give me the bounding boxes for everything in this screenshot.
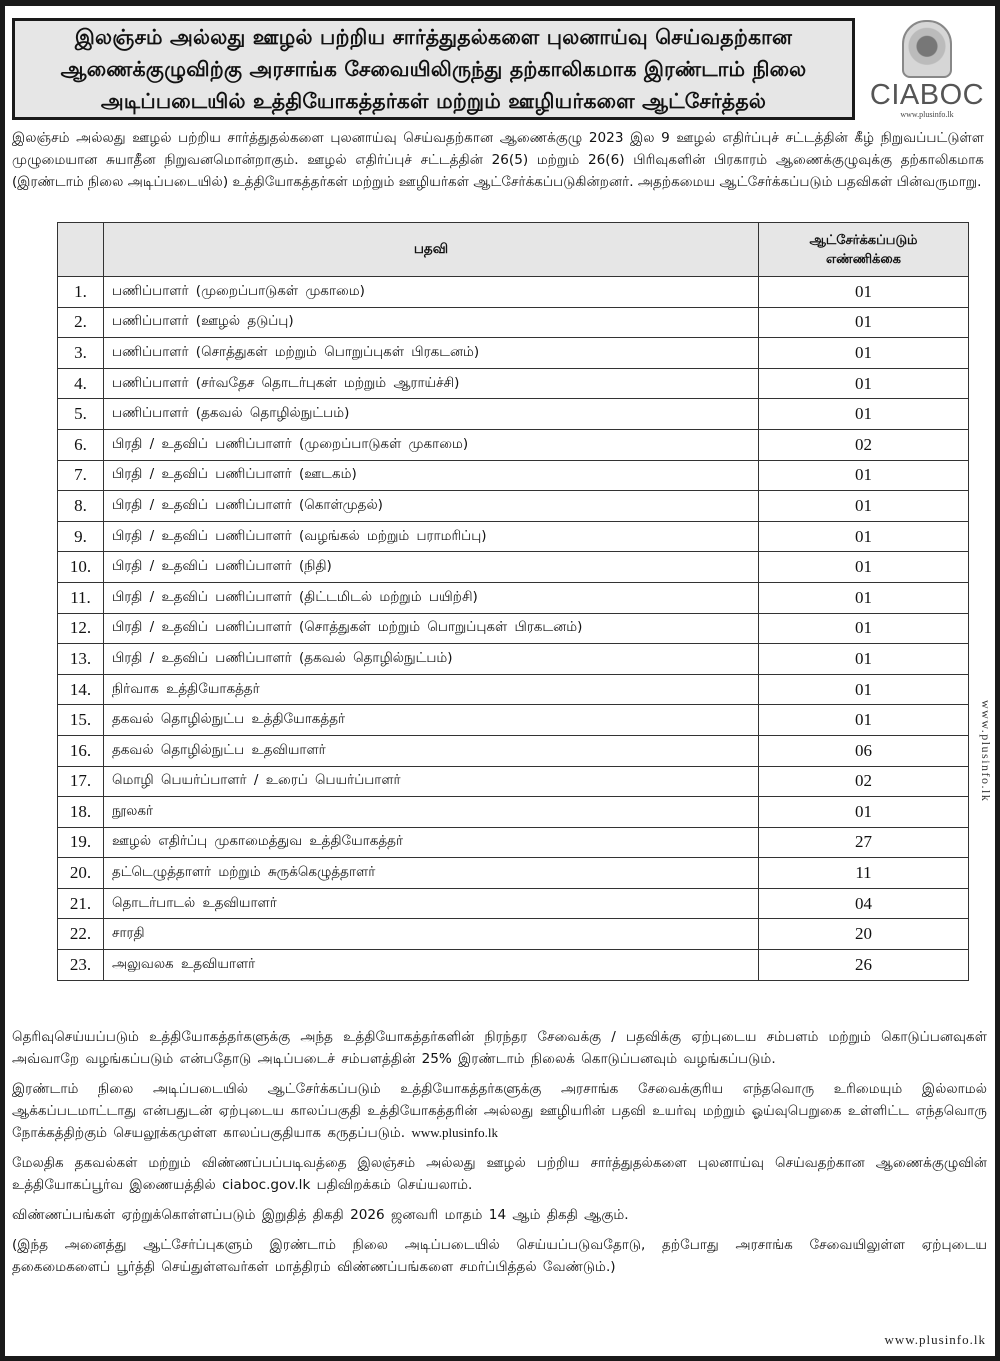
row-count: 11 (759, 858, 969, 889)
row-post: நிர்வாக உத்தியோகத்தர் (104, 674, 759, 705)
table-row (58, 491, 969, 522)
table-row (58, 797, 969, 828)
table-body (58, 277, 969, 981)
row-number: 11. (58, 582, 104, 613)
row-number: 20. (58, 858, 104, 889)
notice-title-line-2: ஆணைக்குழுவிற்கு அரசாங்க சேவையிலிருந்து தற்காலிகமாக இரண்டாம் நிலை (60, 57, 807, 81)
row-number: 22. (58, 919, 104, 950)
table-row (58, 766, 969, 797)
table-row (58, 827, 969, 858)
row-count: 01 (759, 368, 969, 399)
table-row (58, 919, 969, 950)
row-post: பிரதி / உதவிப் பணிப்பாளர் (கொள்முதல்) (104, 491, 759, 522)
row-count: 01 (759, 277, 969, 308)
row-count: 01 (759, 307, 969, 338)
row-number: 2. (58, 307, 104, 338)
table-row (58, 368, 969, 399)
row-count: 01 (759, 797, 969, 828)
table-row (58, 307, 969, 338)
row-post: பிரதி / உதவிப் பணிப்பாளர் (வழங்கல் மற்றும் பராமரிப்பு) (104, 521, 759, 552)
row-number: 9. (58, 521, 104, 552)
row-number: 15. (58, 705, 104, 736)
row-count: 26 (759, 950, 969, 981)
rights-paragraph (12, 1078, 987, 1144)
row-post: பிரதி / உதவிப் பணிப்பாளர் (முறைப்பாடுகள் முகாமை) (104, 429, 759, 460)
header-count-line-2: எண்ணிக்கை (826, 251, 901, 267)
table-row (58, 644, 969, 675)
intro-section (12, 127, 984, 193)
row-number: 4. (58, 368, 104, 399)
notice-title-line-3: அடிப்படையில் உத்தியோகத்தர்கள் மற்றும் ஊழியர்களை ஆட்சேர்த்தல் (100, 89, 767, 113)
rights-paragraph-text: இரண்டாம் நிலை அடிப்படையில் ஆட்சேர்க்கப்படும் உத்தியோகத்தர்களுக்கு அரசாங்க சேவைக்குரிய எந்தவொரு உரிமையும் இல்லாமல் ஆக்கப்படமாட்டாது என்பதுடன் ஏற்புடைய காலப்பகுதி உத்தியோகத்தரின் அல்லது ஊழியரின் பதவி உயர்வு மற்றும் ஓய்வுபெறுகை உள்ளிட்ட எந்தவொரு நோக்கத்திற்கும் செயலூக்கமுள்ள காலப்பகுதியாக கருதப்படும். (12, 1081, 987, 1141)
row-post: பிரதி / உதவிப் பணிப்பாளர் (திட்டமிடல் மற்றும் பயிற்சி) (104, 582, 759, 613)
row-number: 1. (58, 277, 104, 308)
row-post: பிரதி / உதவிப் பணிப்பாளர் (சொத்துகள் மற்றும் பொறுப்புகள் பிரகடனம்) (104, 613, 759, 644)
row-post: தொடர்பாடல் உதவியாளர் (104, 888, 759, 919)
row-count: 02 (759, 766, 969, 797)
positions-table (57, 222, 969, 981)
row-post: பணிப்பாளர் (தகவல் தொழில்நுட்பம்) (104, 399, 759, 430)
row-number: 19. (58, 827, 104, 858)
row-number: 13. (58, 644, 104, 675)
table-row (58, 613, 969, 644)
logo-url: www.plusinfo.lk (900, 110, 954, 119)
row-post: நூலகர் (104, 797, 759, 828)
table-header-row (58, 223, 969, 277)
row-post: ஊழல் எதிர்ப்பு முகாமைத்துவ உத்தியோகத்தர் (104, 827, 759, 858)
row-count: 01 (759, 399, 969, 430)
row-number: 21. (58, 888, 104, 919)
table-row (58, 888, 969, 919)
row-number: 23. (58, 950, 104, 981)
table-row (58, 552, 969, 583)
eligibility-note-paragraph: (இந்த அனைத்து ஆட்சேர்ப்புகளும் இரண்டாம் நிலை அடிப்படையில் செய்யப்படுவதோடு, தற்போது அரசாங்க சேவையிலுள்ள ஏற்புடைய தகைமைகளைப் பூர்த்தி செய்துள்ளவர்கள் மாத்திரம் விண்ணப்பங்களை சமர்ப்பித்தல் வேண்டும்.) (12, 1237, 987, 1275)
table-row (58, 429, 969, 460)
row-number: 10. (58, 552, 104, 583)
header-number (58, 223, 104, 277)
row-number: 12. (58, 613, 104, 644)
header-post: பதவி (104, 223, 759, 277)
table-row (58, 460, 969, 491)
table-row (58, 338, 969, 369)
row-post: பணிப்பாளர் (சர்வதேச தொடர்புகள் மற்றும் ஆராய்ச்சி) (104, 368, 759, 399)
row-number: 14. (58, 674, 104, 705)
row-number: 3. (58, 338, 104, 369)
row-count: 01 (759, 674, 969, 705)
row-count: 01 (759, 460, 969, 491)
table-row (58, 399, 969, 430)
table-row (58, 521, 969, 552)
row-count: 06 (759, 735, 969, 766)
table-row (58, 858, 969, 889)
row-count: 20 (759, 919, 969, 950)
row-count: 01 (759, 338, 969, 369)
body-section (12, 1026, 987, 1286)
row-number: 18. (58, 797, 104, 828)
table-row (58, 277, 969, 308)
notice-title-line-1: இலஞ்சம் அல்லது ஊழல் பற்றிய சார்த்துதல்களை புலனாய்வு செய்வதற்கான (74, 25, 793, 49)
row-post: தட்டெழுத்தாளர் மற்றும் சுருக்கெழுத்தாளர் (104, 858, 759, 889)
row-number: 7. (58, 460, 104, 491)
download-paragraph: மேலதிக தகவல்கள் மற்றும் விண்ணப்பப்படிவத்தை இலஞ்சம் அல்லது ஊழல் பற்றிய சார்த்துதல்களை புலனாய்வு செய்வதற்கான ஆணைக்குழுவின் உத்தியோகப்பூர்வ இணையத்தில் ciaboc.gov.lk பதிவிறக்கம் செய்யலாம். (12, 1155, 987, 1193)
row-count: 01 (759, 552, 969, 583)
inline-url: www.plusinfo.lk (411, 1125, 498, 1140)
row-count: 04 (759, 888, 969, 919)
row-post: அலுவலக உதவியாளர் (104, 950, 759, 981)
header-count-line-1: ஆட்சேர்க்கப்படும் (809, 232, 918, 248)
table-row (58, 582, 969, 613)
footer-watermark-url: www.plusinfo.lk (884, 1332, 986, 1347)
row-post: பணிப்பாளர் (சொத்துகள் மற்றும் பொறுப்புகள் பிரகடனம்) (104, 338, 759, 369)
row-number: 17. (58, 766, 104, 797)
table-row (58, 674, 969, 705)
table-row (58, 735, 969, 766)
table-row (58, 705, 969, 736)
government-emblem-icon (902, 20, 952, 78)
row-post: தகவல் தொழில்நுட்ப உத்தியோகத்தர் (104, 705, 759, 736)
row-number: 5. (58, 399, 104, 430)
row-count: 02 (759, 429, 969, 460)
row-count: 27 (759, 827, 969, 858)
row-number: 8. (58, 491, 104, 522)
row-number: 6. (58, 429, 104, 460)
row-post: பணிப்பாளர் (முறைப்பாடுகள் முகாமை) (104, 277, 759, 308)
row-post: மொழி பெயர்ப்பாளர் / உரைப் பெயர்ப்பாளர் (104, 766, 759, 797)
row-post: பிரதி / உதவிப் பணிப்பாளர் (ஊடகம்) (104, 460, 759, 491)
row-count: 01 (759, 705, 969, 736)
row-count: 01 (759, 644, 969, 675)
row-post: தகவல் தொழில்நுட்ப உதவியாளர் (104, 735, 759, 766)
side-watermark-url: www.plusinfo.lk (979, 700, 993, 803)
ciaboc-logo (864, 16, 990, 120)
row-post: பிரதி / உதவிப் பணிப்பாளர் (தகவல் தொழில்நுட்பம்) (104, 644, 759, 675)
row-post: பணிப்பாளர் (ஊழல் தடுப்பு) (104, 307, 759, 338)
row-count: 01 (759, 521, 969, 552)
logo-name: CIABOC (869, 79, 985, 111)
row-post: சாரதி (104, 919, 759, 950)
notice-title-box (12, 18, 855, 120)
row-count: 01 (759, 491, 969, 522)
closing-date-paragraph: விண்ணப்பங்கள் ஏற்றுக்கொள்ளப்படும் இறுதித் திகதி 2026 ஜனவரி மாதம் 14 ஆம் திகதி ஆகும். (12, 1207, 629, 1223)
row-count: 01 (759, 582, 969, 613)
row-number: 16. (58, 735, 104, 766)
salary-paragraph: தெரிவுசெய்யப்படும் உத்தியோகத்தர்களுக்கு அந்த உத்தியோகத்தர்களின் நிரந்தர சேவைக்கு / பதவிக்கு ஏற்புடைய சம்பளம் மற்றும் கொடுப்பனவுகள் அவ்வாறே வழங்கப்படும் என்பதோடு அடிப்படைச் சம்பளத்தின் 25% இரண்டாம் நிலைக் கொடுப்பனவும் வழங்கப்படும். (12, 1029, 987, 1067)
intro-paragraph: இலஞ்சம் அல்லது ஊழல் பற்றிய சார்த்துதல்களை புலனாய்வு செய்வதற்கான ஆணைக்குழு 2023 இல 9 ஊழல் எதிர்ப்புச் சட்டத்தின் கீழ் நிறுவப்பட்டுள்ள முழுமையான சுயாதீன நிறுவனமொன்றாகும். ஊழல் எதிர்ப்புச் சட்டத்தின் 26(5) மற்றும் 26(6) பிரிவுகளின் பிரகாரம் ஆணைக்குழுவுக்கு தற்காலிகமாக (இரண்டாம் நிலை அடிப்படையில்) உத்தியோகத்தர்கள் மற்றும் ஊழியர்கள் ஆட்சேர்க்கப்படுகின்றனர். அதற்கமைய ஆட்சேர்க்கப்படும் பதவிகள் பின்வருமாறு. (12, 130, 984, 190)
row-count: 01 (759, 613, 969, 644)
header-count (759, 223, 969, 277)
row-post: பிரதி / உதவிப் பணிப்பாளர் (நிதி) (104, 552, 759, 583)
table-row (58, 950, 969, 981)
